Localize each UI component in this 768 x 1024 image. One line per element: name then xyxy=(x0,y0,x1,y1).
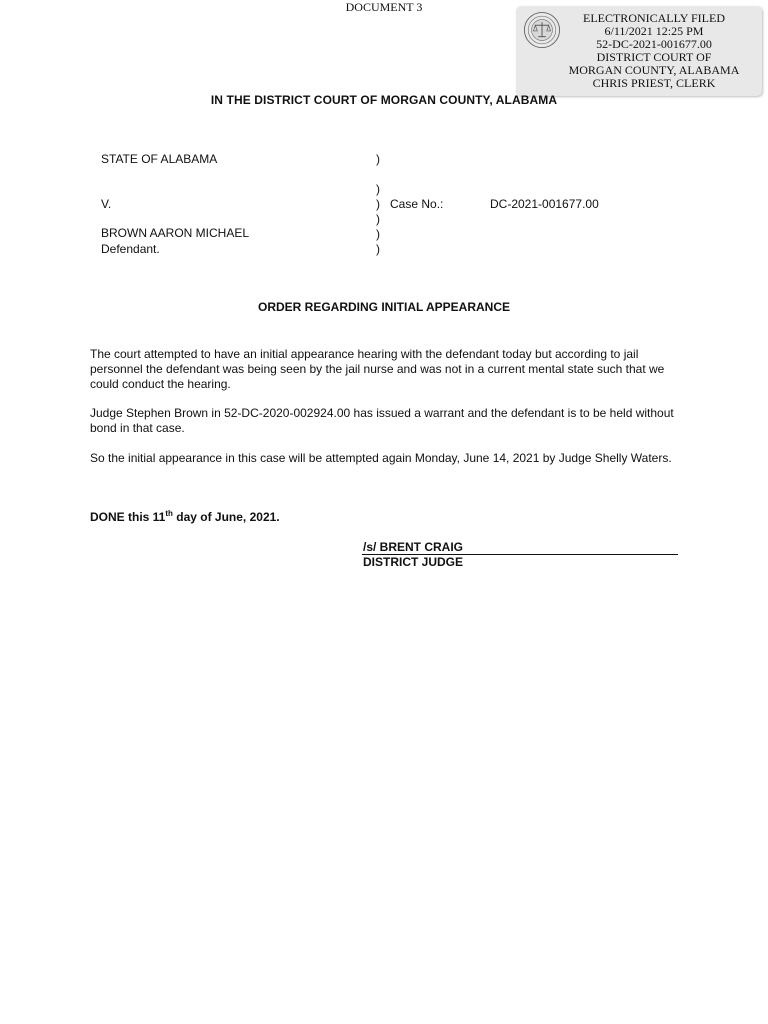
signature-name: /s/ BRENT CRAIG xyxy=(363,540,464,554)
order-title: ORDER REGARDING INITIAL APPEARANCE xyxy=(257,300,511,314)
caption-paren: ) xyxy=(376,242,380,256)
done-prefix: DONE this 11 xyxy=(90,510,166,524)
caption-paren: ) xyxy=(376,197,380,211)
case-number-label: Case No.: xyxy=(390,197,444,211)
caption-paren: ) xyxy=(376,182,380,196)
stamp-line: 6/11/2021 12:25 PM xyxy=(604,24,704,38)
stamp-line: 52-DC-2021-001677.00 xyxy=(596,37,712,51)
versus-label: V. xyxy=(101,197,112,211)
caption-paren: ) xyxy=(376,152,380,166)
caption-paren: ) xyxy=(376,227,380,241)
stamp-line: CHRIS PRIEST, CLERK xyxy=(592,76,716,90)
signature-title: DISTRICT JUDGE xyxy=(363,555,464,569)
document-header: DOCUMENT 3 xyxy=(345,0,423,14)
body-paragraph: Judge Stephen Brown in 52-DC-2020-002924.00 has issued a warrant and the defendant is to be held without bond in that case. xyxy=(90,406,674,435)
stamp-line: MORGAN COUNTY, ALABAMA xyxy=(568,63,740,77)
body-paragraph: So the initial appearance in this case will be attempted again Monday, June 14, 2021 by Judge Shelly Waters. xyxy=(90,451,672,465)
done-suffix: day of June, 2021. xyxy=(172,510,280,524)
defendant-role: Defendant. xyxy=(101,242,160,256)
done-superscript: th xyxy=(165,509,173,518)
stamp-line: ELECTRONICALLY FILED xyxy=(582,11,725,25)
done-line xyxy=(90,510,280,525)
court-title: IN THE DISTRICT COURT OF MORGAN COUNTY, ALABAMA xyxy=(210,93,558,107)
electronic-filing-stamp xyxy=(516,6,762,96)
plaintiff-name: STATE OF ALABAMA xyxy=(101,152,218,166)
case-number-value: DC-2021-001677.00 xyxy=(490,197,599,211)
defendant-name: BROWN AARON MICHAEL xyxy=(101,226,250,240)
caption-paren: ) xyxy=(376,212,380,226)
body-paragraph: The court attempted to have an initial appearance hearing with the defendant today but according to jail personnel the defendant was being seen by the jail nurse and was not in a current mental state such that we could conduct the hearing. xyxy=(90,347,665,391)
stamp-line: DISTRICT COURT OF xyxy=(596,50,712,64)
